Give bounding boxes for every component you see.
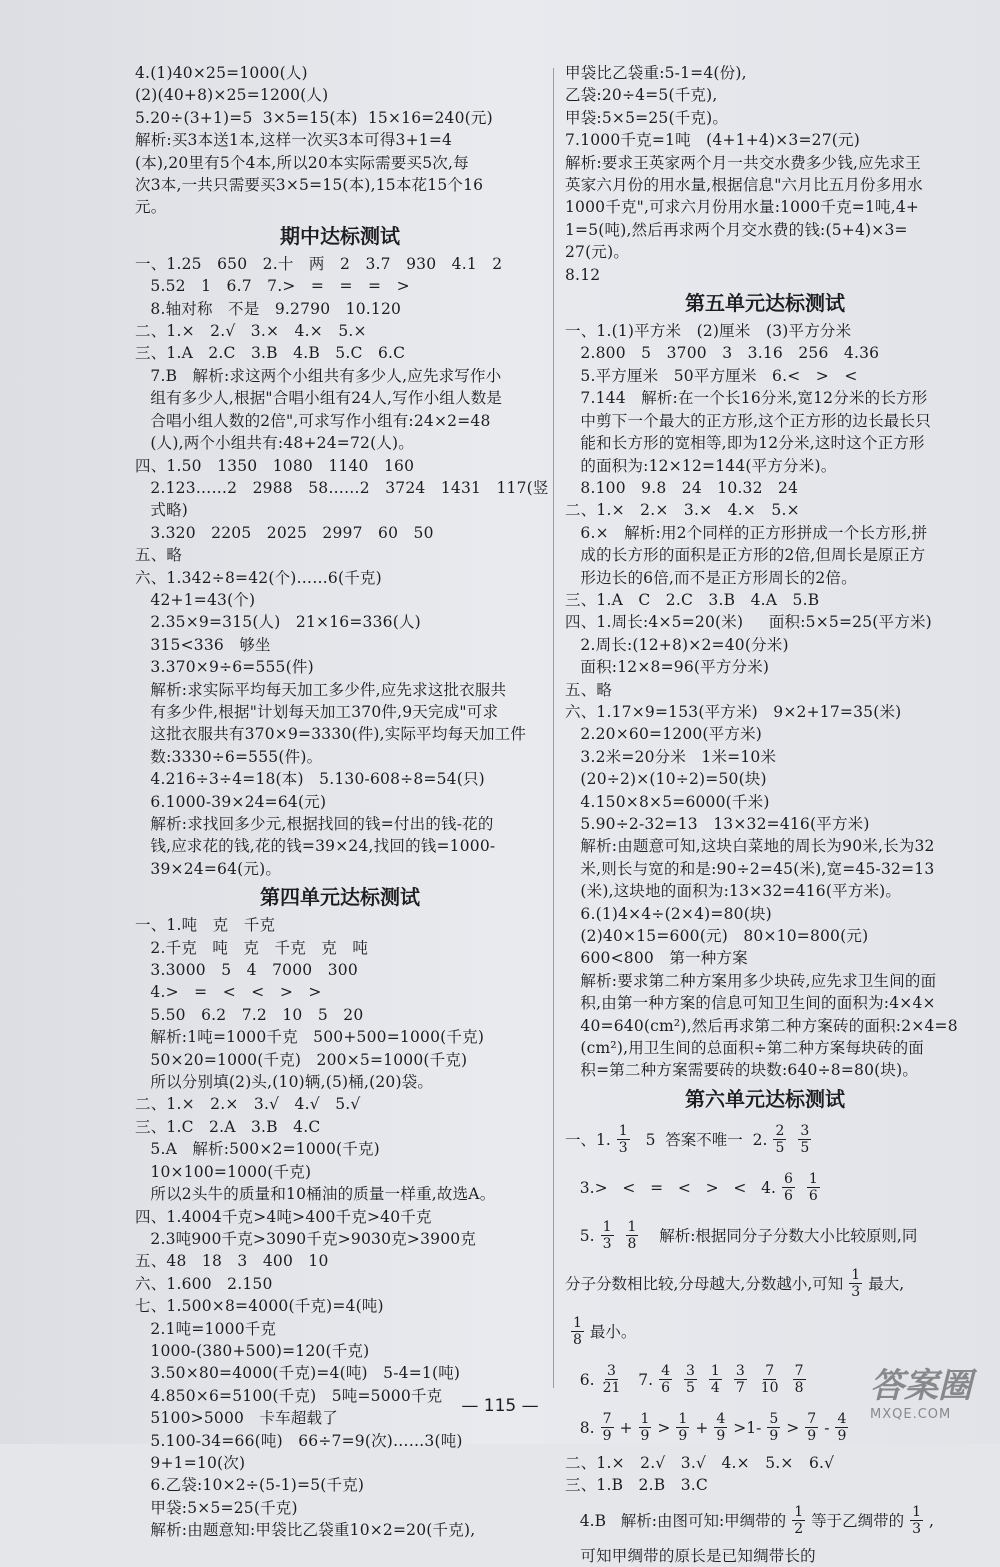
numerator: 1	[640, 1411, 650, 1428]
numerator: 2	[775, 1123, 785, 1140]
numerator: 3	[607, 1363, 616, 1380]
text-line: 2.35×9=315(人) 21×16=336(人)	[135, 613, 421, 632]
fraction	[709, 1363, 722, 1396]
section-title-unit6: 第六单元达标测试	[685, 1086, 845, 1111]
text-line: 7.144 解析:在一个长16分米,宽12分米的长方形	[565, 389, 928, 408]
inline-text: >	[786, 1418, 800, 1437]
text-line: 钱,应求花的钱,花的钱=39×24,找回的钱=1000-	[135, 837, 496, 856]
text-line: 四、1.50 1350 1080 1140 160	[135, 456, 415, 475]
text-line: 乙袋:20÷4=5(千克),	[565, 86, 718, 105]
text-line: 三、1.B 2.B 3.C	[565, 1476, 708, 1495]
text-line: 一、1.吨 克 千克	[135, 916, 276, 935]
numerator: 1	[573, 1315, 582, 1332]
fraction	[601, 1411, 614, 1444]
text-line: 可知甲绸带的原长是已知绸带长的	[565, 1546, 816, 1565]
text-line: 5.50 6.2 7.2 10 5 20	[135, 1005, 364, 1024]
text-line: 二、1.× 2.× 3.√ 4.√ 5.√	[135, 1095, 361, 1114]
numerator: 7	[794, 1363, 804, 1380]
denominator: 3	[602, 1236, 612, 1253]
numerator: 1	[912, 1504, 922, 1521]
fraction	[626, 1219, 639, 1252]
text-line: 4.150×8×5=6000(千米)	[565, 792, 770, 811]
text-line: 所以分别填(2)头,(10)辆,(5)桶,(20)袋。	[135, 1073, 434, 1092]
text-line: 积,由第一种方案的信息可知卫生间的面积为:4×4×	[565, 994, 936, 1013]
fraction	[767, 1411, 780, 1444]
denominator: 9	[807, 1428, 817, 1445]
fraction	[676, 1411, 689, 1444]
text-line: 6.× 解析:用2个同样的正方形拼成一个长方形,拼	[565, 523, 928, 542]
text-line: 5.20÷(3+1)=5 3×5=15(本) 15×16=240(元)	[135, 108, 493, 127]
text-line: 600<800 第一种方案	[565, 949, 748, 968]
text-line: 4.> = < < > >	[135, 983, 322, 1002]
text-line: 解析:要求第二种方案用多少块砖,应先求卫生间的面	[565, 971, 937, 990]
text-line: 数:3330÷6=555(件)。	[135, 747, 323, 766]
denominator: 5	[775, 1140, 785, 1157]
numerator: 7	[602, 1411, 612, 1428]
text-line: 2.800 5 3700 3 3.16 256 4.36	[565, 344, 880, 363]
fraction	[639, 1411, 652, 1444]
left-block-c	[135, 914, 545, 1541]
fraction-row	[565, 1116, 965, 1164]
text-line: 7.1000千克=1吨 (4+1+4)×3=27(元)	[565, 131, 860, 150]
inline-text: -	[824, 1418, 830, 1437]
section-title-midterm: 期中达标测试	[280, 223, 400, 248]
denominator: 3	[851, 1284, 861, 1301]
right-block-d	[565, 1497, 965, 1567]
text-line: 1000-(380+500)=120(千克)	[135, 1341, 370, 1360]
fraction	[849, 1267, 862, 1300]
text-line: 这批衣服共有370×9=3330(件),实际平均每天加工件	[135, 725, 527, 744]
right-block-c	[565, 1452, 965, 1497]
section-title-unit4: 第四单元达标测试	[260, 885, 420, 910]
text-line: 甲袋比乙袋重:5-1=4(份),	[565, 64, 747, 82]
text-line: 四、1.周长:4×5=20(米) 面积:5×5=25(平方米)	[565, 613, 932, 632]
text-line: 有多少件,根据"计划每天加工370件,9天完成"可求	[135, 702, 499, 721]
text-line: 1000千克",可求六月份用水量:1000千克=1吨,4+	[565, 198, 920, 217]
text-line: 形边长的6倍,而不是正方形周长的2倍。	[565, 568, 857, 587]
numerator: 1	[627, 1219, 637, 1236]
denominator: 21	[602, 1380, 621, 1397]
numerator: 1	[618, 1123, 628, 1140]
denominator: 7	[735, 1380, 745, 1397]
section-title-unit5: 第五单元达标测试	[685, 291, 845, 316]
text-line: 5.平方厘米 50平方厘米 6.< > <	[565, 366, 858, 385]
left-block-a	[135, 62, 545, 219]
fraction	[793, 1363, 806, 1396]
text-line: 5.A 解析:500×2=1000(千克)	[135, 1140, 380, 1159]
text-line: 5.90÷2-32=13 13×32=416(平方米)	[565, 815, 870, 833]
watermark-logo: 答案圈 MXQE.COM	[870, 1366, 972, 1422]
denominator: 8	[794, 1380, 804, 1397]
inline-text: >1-	[733, 1418, 762, 1437]
text-line: 解析:1吨=1000千克 500+500=1000(千克)	[135, 1028, 485, 1047]
text-line: 五、48 18 3 400 10	[135, 1252, 329, 1271]
numerator: 1	[808, 1171, 818, 1188]
text-line: 解析:求实际平均每天加工多少件,应先求这批衣服共	[135, 680, 507, 699]
text-line: 2.周长:(12+8)×2=40(分米)	[565, 635, 789, 654]
denominator: 4	[710, 1380, 720, 1397]
text-line: 五、略	[565, 680, 613, 699]
denominator: 9	[640, 1428, 650, 1445]
text-line: 成的长方形的面积是正方形的2倍,但周长是原正方	[565, 546, 926, 565]
text-line: 四、1.4004千克>4吨>400千克>40千克	[135, 1207, 432, 1226]
fraction	[910, 1504, 923, 1537]
left-column	[135, 62, 549, 1542]
fraction	[601, 1363, 623, 1396]
inline-text: 解析:根据同分子分数大小比较原则,同	[644, 1226, 918, 1245]
text-line: (cm²),用卫生间的总面积÷第二种方案每块砖的面	[565, 1039, 924, 1058]
numerator: 7	[807, 1411, 817, 1428]
text-line: (米),这块地的面积为:13×32=416(平方米)。	[565, 882, 902, 901]
text-line: 50×20=1000(千克) 200×5=1000(千克)	[135, 1050, 468, 1069]
text-line: 40=640(cm²),然后再求第二种方案砖的面积:2×4=8	[565, 1016, 958, 1035]
text-line: 面积:12×8=96(平方分米)	[565, 658, 770, 677]
text-line: 4.(1)40×25=1000(人)	[135, 64, 308, 82]
page-number: — 115 —	[461, 1396, 539, 1416]
numerator: 1	[794, 1504, 804, 1521]
text-line: (2)40×15=600(元) 80×10=800(元)	[565, 927, 869, 946]
fraction	[805, 1411, 818, 1444]
inline-text: +	[619, 1418, 633, 1437]
text-line: 7.B 解析:求这两个小组共有多少人,应先求写作小	[135, 366, 502, 385]
fraction-row	[565, 1497, 965, 1545]
fraction	[601, 1219, 614, 1252]
text-line: 甲袋:5×5=25(千克)。	[565, 108, 729, 127]
text-line: 六、1.17×9=153(平方米) 9×2+17=35(米)	[565, 702, 902, 721]
inline-text: 分子分数相比较,分母越大,分数越小,可知	[565, 1274, 844, 1293]
right-column	[565, 62, 965, 1567]
numerator: 3	[685, 1363, 695, 1380]
text-line: 二、1.× 2.√ 3.√ 4.× 5.× 6.√	[565, 1453, 835, 1472]
numerator: 3	[800, 1123, 810, 1140]
denominator: 9	[602, 1428, 612, 1445]
text-line: (本),20里有5个4本,所以20本实际需要买5次,每	[135, 153, 469, 172]
inline-text: 一、1.	[565, 1130, 611, 1149]
fraction-row	[565, 1260, 965, 1308]
text-line: 8.轴对称 不是 9.2790 10.120	[135, 299, 402, 318]
text-line: 315<336 够坐	[135, 635, 271, 654]
denominator: 8	[573, 1332, 582, 1349]
text-line: 3.2米=20分米 1米=10米	[565, 747, 777, 766]
inline-text: 6.	[565, 1370, 595, 1389]
denominator: 5	[685, 1380, 695, 1397]
fraction	[659, 1363, 672, 1396]
fraction-row	[565, 1212, 965, 1260]
numerator: 1	[851, 1267, 861, 1284]
denominator: 5	[800, 1140, 810, 1157]
denominator: 9	[769, 1428, 779, 1445]
inline-text: 最小。	[589, 1322, 637, 1341]
text-line: 英家六月份的用水量,根据信息"六月比五月份多用水	[565, 176, 923, 195]
text-line: 2.3吨900千克>3090千克>9030克>3900克	[135, 1229, 477, 1248]
denominator: 6	[661, 1380, 670, 1397]
denominator: 8	[627, 1236, 637, 1253]
fraction	[798, 1123, 811, 1156]
fraction	[571, 1315, 584, 1348]
fraction	[773, 1123, 786, 1156]
text-line: 6.1000-39×24=64(元)	[135, 792, 327, 811]
column-divider	[553, 68, 554, 1388]
inline-text: 等于乙绸带的	[811, 1511, 905, 1530]
text-line: 二、1.× 2.√ 3.× 4.× 5.×	[135, 322, 367, 341]
text-line: 积=第二种方案需要砖的块数:640÷8=80(块)。	[565, 1061, 919, 1080]
text-line: 解析:求找回多少元,根据找回的钱=付出的钱-花的	[135, 815, 494, 833]
numerator: 1	[602, 1219, 612, 1236]
denominator: 10	[760, 1380, 779, 1397]
inline-text: +	[695, 1418, 709, 1437]
fraction	[792, 1504, 805, 1537]
inline-text: 4.B 解析:由图可知:甲绸带的	[565, 1511, 787, 1530]
text-line: 六、1.342÷8=42(个)……6(千克)	[135, 568, 382, 587]
fraction	[807, 1171, 820, 1204]
denominator: 9	[716, 1428, 726, 1445]
text-line: 的面积为:12×12=144(平方分米)。	[565, 456, 837, 475]
fraction	[759, 1363, 781, 1396]
text-line: 3.50×80=4000(千克)=4(吨) 5-4=1(吨)	[135, 1364, 461, 1383]
text-line: 三、1.A C 2.C 3.B 4.A 5.B	[565, 590, 820, 609]
text-line: 六、1.600 2.150	[135, 1274, 273, 1293]
fraction	[714, 1411, 727, 1444]
text-line: 2.1吨=1000千克	[135, 1319, 277, 1338]
text-line: 4.850×6=5100(千克) 5吨=5000千克	[135, 1386, 443, 1405]
fraction-row	[565, 1308, 965, 1356]
text-line: 二、1.× 2.× 3.× 4.× 5.×	[565, 501, 800, 520]
text-line: 9+1=10(次)	[135, 1453, 246, 1472]
fraction	[684, 1363, 697, 1396]
text-line: 6.(1)4×4÷(2×4)=80(块)	[565, 904, 772, 923]
text-line: 5.100-34=66(吨) 66÷7=9(次)……3(吨)	[135, 1431, 463, 1450]
fraction	[617, 1123, 630, 1156]
text-line: 2.123……2 2988 58……2 3724 1431 117(竖	[135, 478, 549, 497]
text-line: 5100>5000 卡车超载了	[135, 1409, 338, 1428]
text-line: 一、1.25 650 2.十 两 2 3.7 930 4.1 2	[135, 254, 503, 273]
inline-text: 7.	[628, 1370, 654, 1389]
fraction	[835, 1411, 848, 1444]
right-block-b	[565, 320, 965, 1082]
numerator: 6	[783, 1171, 793, 1188]
text-line: 七、1.500×8=4000(千克)=4(吨)	[135, 1297, 384, 1316]
text-line: 2.20×60=1200(平方米)	[565, 725, 763, 744]
inline-text: 8.	[565, 1418, 595, 1437]
text-line: 6.乙袋:10×2÷(5-1)=5(千克)	[135, 1476, 365, 1495]
text-line: 10×100=1000(千克)	[135, 1162, 312, 1181]
right-block-a	[565, 62, 965, 286]
fraction	[734, 1363, 747, 1396]
text-line: 解析:要求王英家两个月一共交水费多少钱,应先求王	[565, 153, 921, 172]
text-line: 3.370×9÷6=555(件)	[135, 658, 314, 677]
denominator: 9	[678, 1428, 688, 1445]
text-line: 合唱小组人数的2倍",可求写作小组有:24×2=48	[135, 411, 491, 430]
text-line: 元。	[135, 198, 167, 217]
inline-text: 5.	[565, 1226, 595, 1245]
text-line: (2)(40+8)×25=1200(人)	[135, 86, 329, 105]
denominator: 9	[837, 1428, 847, 1445]
inline-text: 3.> < = < > < 4.	[565, 1178, 776, 1197]
numerator: 1	[678, 1411, 688, 1428]
text-line: (人),两个小组共有:48+24=72(人)。	[135, 434, 414, 453]
text-line: 能和长方形的宽相等,即为12分米,这时这个正方形	[565, 434, 925, 453]
text-line: 3.320 2205 2025 2997 60 50	[135, 523, 434, 542]
text-line: (20÷2)×(10÷2)=50(块)	[565, 770, 767, 789]
text-line: 3.3000 5 4 7000 300	[135, 961, 358, 980]
numerator: 5	[769, 1411, 779, 1428]
text-line: 组有多少人,根据"合唱小组有24人,写作小组人数是	[135, 389, 503, 408]
text-line: 8.12	[565, 265, 601, 284]
text-line: 中剪下一个最大的正方形,这个正方形的边长最长只	[565, 411, 931, 430]
text-line: 27(元)。	[565, 243, 630, 262]
text-line: 式略)	[135, 501, 189, 520]
text-line: 2.千克 吨 克 千克 克 吨	[135, 938, 369, 957]
text-line: 1=5(吨),然后再求两个月交水费的钱:(5+4)×3=	[565, 220, 908, 239]
left-block-b	[135, 253, 549, 880]
text-line: 42+1=43(个)	[135, 590, 256, 609]
text-line: 解析:由题意可知,这块白菜地的周长为90米,长为32	[565, 837, 935, 856]
text-line: 一、1.(1)平方米 (2)厘米 (3)平方分米	[565, 322, 852, 341]
text-line: 五、略	[135, 546, 183, 565]
text-line: 5.52 1 6.7 7.> = = = >	[135, 277, 410, 296]
denominator: 6	[783, 1188, 793, 1205]
denominator: 3	[618, 1140, 628, 1157]
text-line: 次3本,一共只需要买3×5=15(本),15本花15个16	[135, 176, 484, 195]
numerator: 7	[765, 1363, 775, 1380]
inline-text: 5 答案不唯一 2.	[635, 1130, 768, 1149]
text-line: 甲袋:5×5=25(千克)	[135, 1498, 298, 1517]
fraction	[782, 1171, 795, 1204]
inline-text: ,	[929, 1511, 934, 1530]
numerator: 3	[735, 1363, 745, 1380]
text-line: 解析:买3本送1本,这样一次买3本可得3+1=4	[135, 131, 453, 150]
numerator: 4	[837, 1411, 847, 1428]
denominator: 3	[912, 1521, 922, 1538]
text-line: 39×24=64(元)。	[135, 859, 282, 878]
text-line: 8.100 9.8 24 10.32 24	[565, 478, 799, 497]
numerator: 4	[716, 1411, 726, 1428]
text-line: 三、1.A 2.C 3.B 4.B 5.C 6.C	[135, 344, 406, 363]
denominator: 6	[808, 1188, 818, 1205]
inline-text: 最大,	[868, 1274, 905, 1293]
denominator: 2	[794, 1521, 804, 1538]
inline-text: >	[657, 1418, 671, 1437]
text-line: 米,则长与宽的和是:90÷2=45(米),宽=45-32=13	[565, 859, 935, 878]
fraction-row	[565, 1164, 965, 1212]
numerator: 4	[661, 1363, 670, 1380]
text-line: 解析:由题意知:甲袋比乙袋重10×2=20(千克),	[135, 1521, 476, 1540]
text-line: 三、1.C 2.A 3.B 4.C	[135, 1117, 321, 1136]
text-line: 4.216÷3÷4=18(本) 5.130-608÷8=54(只)	[135, 770, 485, 789]
text-line: 所以2头牛的质量和10桶油的质量一样重,故选A。	[135, 1185, 496, 1204]
numerator: 1	[710, 1363, 720, 1380]
